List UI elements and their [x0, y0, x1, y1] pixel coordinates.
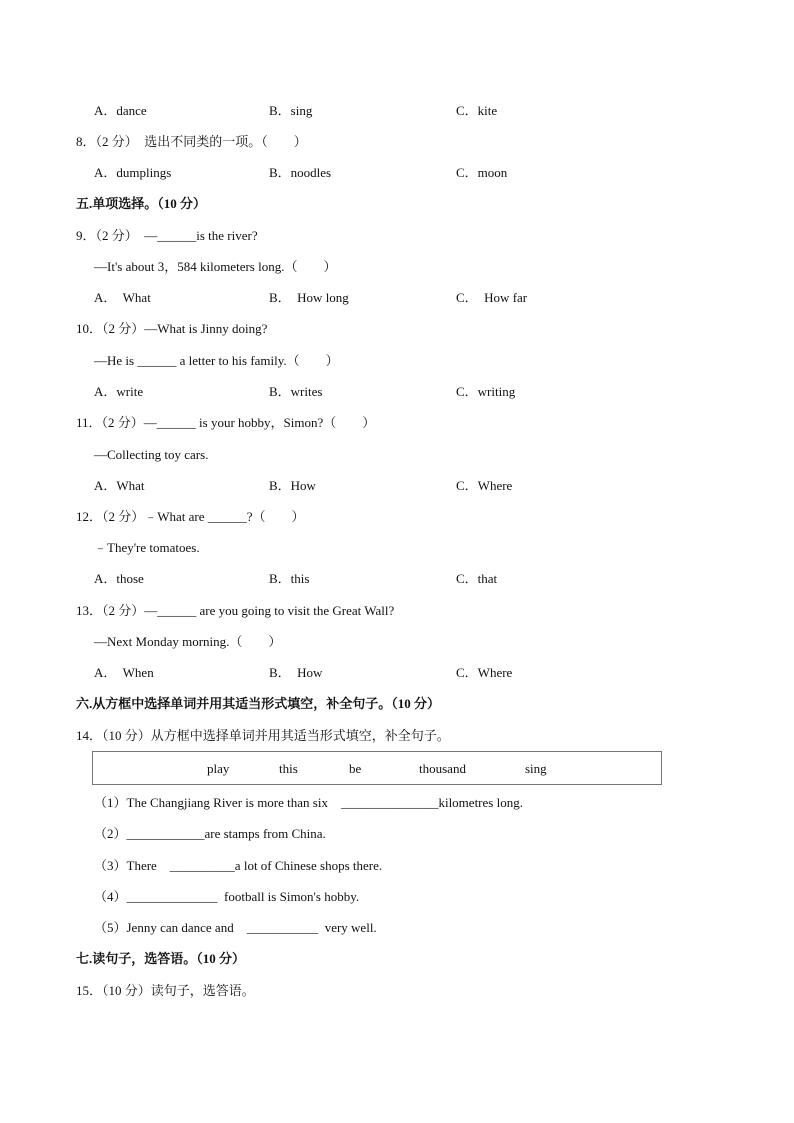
q11-stem: 11．（2 分）—______ is your hobby，Simon?（ ） [76, 415, 376, 430]
q14-item-1: （1）The Changjiang River is more than six _______________kilometres long. [94, 795, 523, 810]
q10-line2: —He is ______ a letter to his family.（ ） [94, 353, 339, 368]
q9-option-a: A． What [94, 290, 151, 305]
word-box-item: play [207, 761, 230, 776]
q12-options [0, 569, 794, 589]
q13-option-b: B． How [269, 665, 323, 680]
section-5-title: 五.单项选择。（10 分） [76, 196, 207, 211]
q9-line2: —It's about 3，584 kilometers long.（ ） [94, 259, 337, 274]
q12-option-a: A．those [94, 571, 144, 586]
q9-option-b: B． How long [269, 290, 349, 305]
q13-options [0, 663, 794, 683]
q9-options [0, 288, 794, 308]
q13-option-c: C．Where [456, 665, 513, 680]
q7-options [0, 101, 794, 121]
q8-option-a: A．dumplings [94, 165, 172, 180]
q12-line2: ﹣They're tomatoes. [94, 540, 200, 555]
q9-stem: 9．（2 分） —______is the river? [76, 228, 258, 243]
q14-item-2: （2）____________are stamps from China. [94, 826, 326, 841]
q12-stem: 12．（2 分）﹣What are ______?（ ） [76, 509, 305, 524]
q11-option-a: A．What [94, 478, 145, 493]
q7-option-b: B．sing [269, 103, 313, 118]
q10-option-c: C．writing [456, 384, 516, 399]
q11-option-c: C．Where [456, 478, 513, 493]
q12-option-b: B．this [269, 571, 310, 586]
q11-line2: —Collecting toy cars. [94, 447, 209, 462]
q15-stem: 15．（10 分）读句子，选答语。 [76, 983, 255, 998]
q9-option-c: C． How far [456, 290, 528, 305]
q14-stem: 14．（10 分）从方框中选择单词并用其适当形式填空，补全句子。 [76, 728, 450, 743]
q14-item-5: （5）Jenny can dance and ___________ very well. [94, 920, 377, 935]
q7-option-a: A．dance [94, 103, 147, 118]
q14-item-4: （4）______________ football is Simon's hobby. [94, 889, 360, 904]
q10-stem: 10．（2 分）—What is Jinny doing? [76, 321, 268, 336]
q10-option-a: A．write [94, 384, 144, 399]
word-box-item: thousand [419, 761, 466, 776]
q8-options [0, 163, 794, 183]
q7-option-c: C．kite [456, 103, 498, 118]
q13-line2: —Next Monday morning.（ ） [94, 634, 282, 649]
q8-option-b: B．noodles [269, 165, 332, 180]
section-6-title: 六.从方框中选择单词并用其适当形式填空，补全句子。（10 分） [76, 696, 441, 711]
q11-option-b: B．How [269, 478, 316, 493]
q10-options [0, 382, 794, 402]
q10-option-b: B．writes [269, 384, 323, 399]
q12-option-c: C．that [456, 571, 498, 586]
q11-options [0, 476, 794, 496]
q8-option-c: C．moon [456, 165, 508, 180]
q13-option-a: A． When [94, 665, 154, 680]
word-box [92, 751, 662, 785]
section-7-title: 七.读句子，选答语。（10 分） [76, 951, 246, 966]
q8-stem: 8．（2 分） 选出不同类的一项。（ ） [76, 134, 307, 149]
word-box-item: sing [525, 761, 547, 776]
word-box-item: this [279, 761, 298, 776]
q13-stem: 13．（2 分）—______ are you going to visit the Great Wall? [76, 603, 395, 618]
word-box-item: be [349, 761, 362, 776]
q14-item-3: （3）There __________a lot of Chinese shops there. [94, 858, 383, 873]
